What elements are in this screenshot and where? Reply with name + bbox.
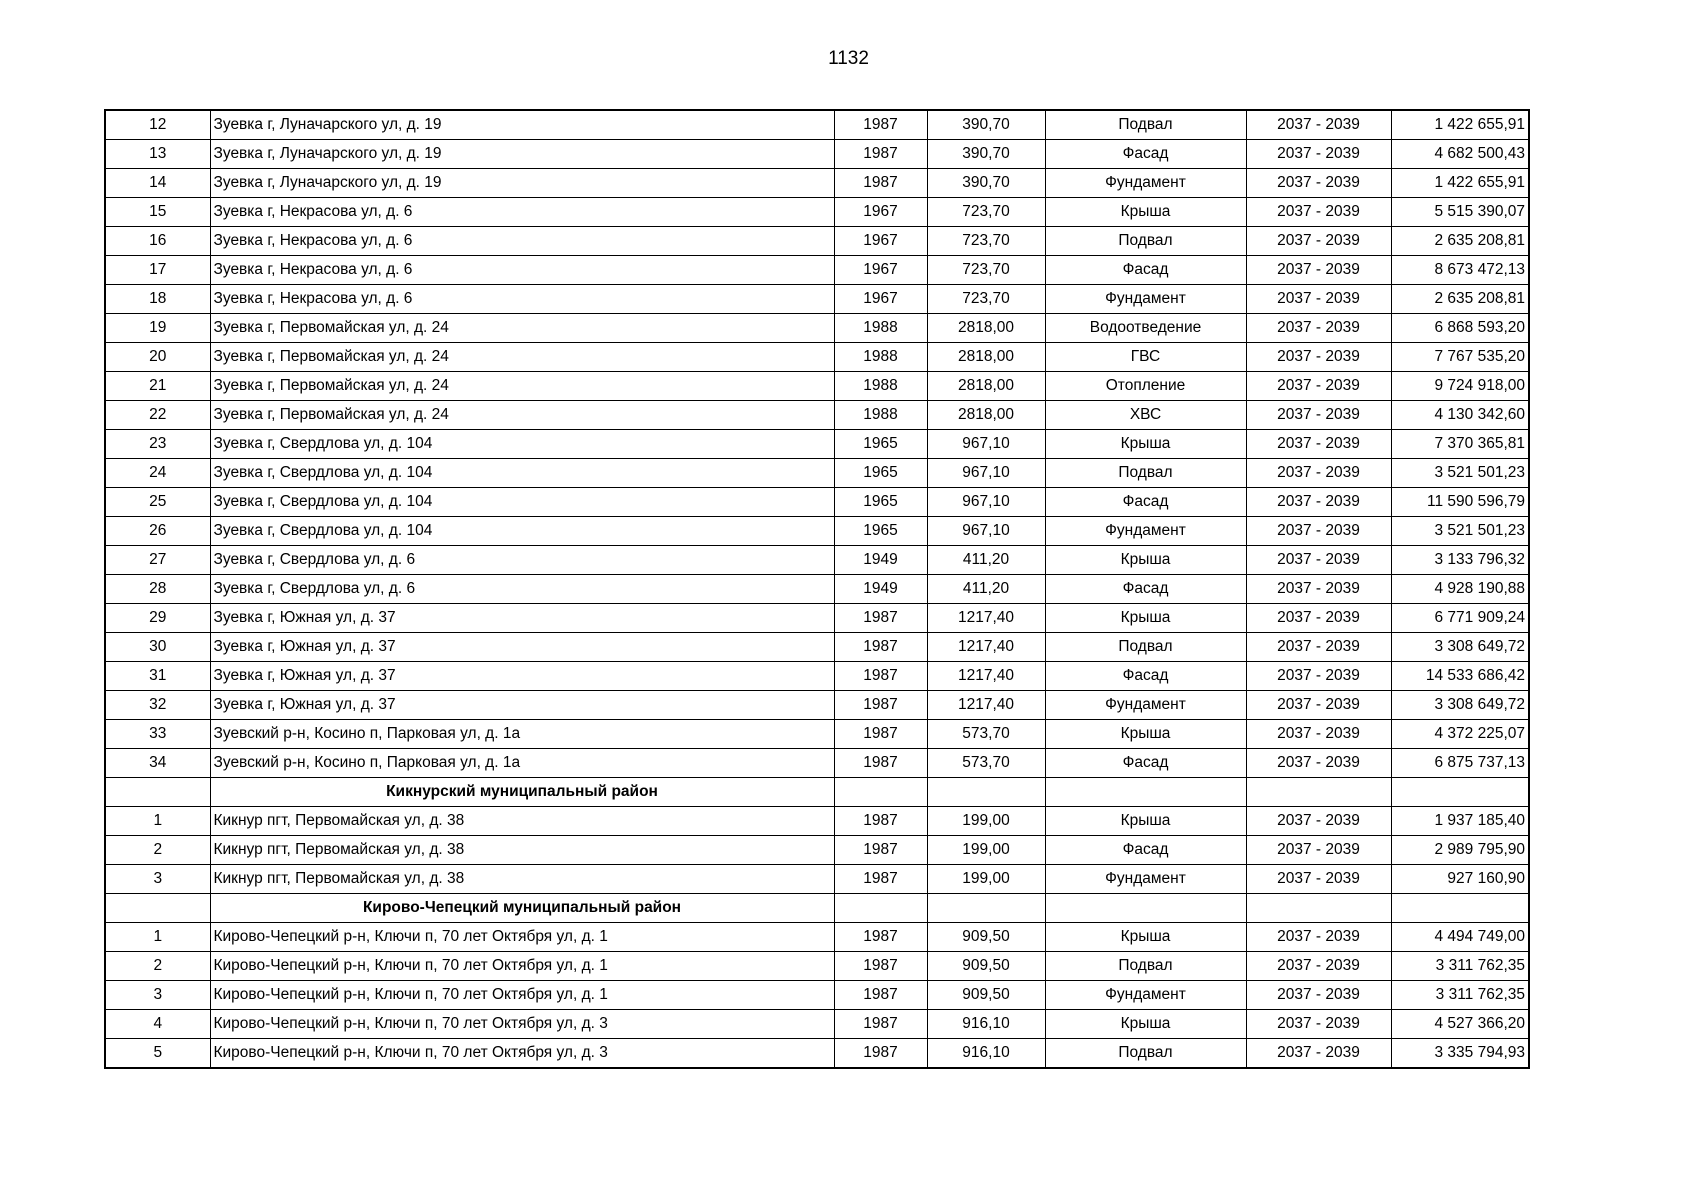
period-cell: 2037 - 2039 bbox=[1246, 836, 1391, 865]
year-cell: 1965 bbox=[834, 459, 927, 488]
table-row bbox=[105, 169, 1529, 198]
work-type-cell: Крыша bbox=[1045, 430, 1246, 459]
work-cell bbox=[1045, 894, 1246, 923]
period-cell: 2037 - 2039 bbox=[1246, 604, 1391, 633]
capital-repair-table bbox=[104, 109, 1530, 1069]
address-cell: Зуевка г, Южная ул, д. 37 bbox=[210, 662, 834, 691]
year-cell: 1987 bbox=[834, 1010, 927, 1039]
period-cell: 2037 - 2039 bbox=[1246, 517, 1391, 546]
cost-cell: 3 133 796,32 bbox=[1391, 546, 1529, 575]
period-cell: 2037 - 2039 bbox=[1246, 459, 1391, 488]
cost-cell: 1 422 655,91 bbox=[1391, 169, 1529, 198]
cost-cell: 1 937 185,40 bbox=[1391, 807, 1529, 836]
year-cell: 1988 bbox=[834, 372, 927, 401]
period-cell: 2037 - 2039 bbox=[1246, 749, 1391, 778]
period-cell: 2037 - 2039 bbox=[1246, 314, 1391, 343]
cost-cell: 3 311 762,35 bbox=[1391, 952, 1529, 981]
work-cell bbox=[1045, 778, 1246, 807]
row-number: 26 bbox=[105, 517, 210, 546]
period-cell: 2037 - 2039 bbox=[1246, 227, 1391, 256]
area-cell: 199,00 bbox=[927, 836, 1045, 865]
period-cell: 2037 - 2039 bbox=[1246, 981, 1391, 1010]
year-cell: 1967 bbox=[834, 227, 927, 256]
address-cell: Зуевка г, Свердлова ул, д. 104 bbox=[210, 517, 834, 546]
work-type-cell: Крыша bbox=[1045, 198, 1246, 227]
work-type-cell: Подвал bbox=[1045, 227, 1246, 256]
address-cell: Зуевка г, Некрасова ул, д. 6 bbox=[210, 256, 834, 285]
work-type-cell: Крыша bbox=[1045, 546, 1246, 575]
area-cell: 967,10 bbox=[927, 459, 1045, 488]
work-type-cell: Фундамент bbox=[1045, 981, 1246, 1010]
work-type-cell: Подвал bbox=[1045, 459, 1246, 488]
year-cell: 1967 bbox=[834, 256, 927, 285]
period-cell: 2037 - 2039 bbox=[1246, 285, 1391, 314]
row-number: 18 bbox=[105, 285, 210, 314]
year-cell: 1987 bbox=[834, 923, 927, 952]
row-number: 32 bbox=[105, 691, 210, 720]
cost-cell: 6 868 593,20 bbox=[1391, 314, 1529, 343]
address-cell: Зуевка г, Свердлова ул, д. 6 bbox=[210, 546, 834, 575]
period-cell: 2037 - 2039 bbox=[1246, 343, 1391, 372]
row-number: 24 bbox=[105, 459, 210, 488]
cost-cell: 7 370 365,81 bbox=[1391, 430, 1529, 459]
work-type-cell: Крыша bbox=[1045, 923, 1246, 952]
row-number: 3 bbox=[105, 865, 210, 894]
work-type-cell: Подвал bbox=[1045, 110, 1246, 140]
area-cell: 967,10 bbox=[927, 430, 1045, 459]
cost-cell: 6 771 909,24 bbox=[1391, 604, 1529, 633]
period-cell: 2037 - 2039 bbox=[1246, 807, 1391, 836]
table-row bbox=[105, 575, 1529, 604]
address-cell: Зуевка г, Некрасова ул, д. 6 bbox=[210, 198, 834, 227]
year-cell: 1967 bbox=[834, 198, 927, 227]
year-cell: 1988 bbox=[834, 343, 927, 372]
year-cell: 1987 bbox=[834, 981, 927, 1010]
period-cell: 2037 - 2039 bbox=[1246, 1039, 1391, 1069]
row-number: 20 bbox=[105, 343, 210, 372]
area-cell: 723,70 bbox=[927, 256, 1045, 285]
address-cell: Зуевка г, Свердлова ул, д. 6 bbox=[210, 575, 834, 604]
year-cell: 1965 bbox=[834, 488, 927, 517]
area-cell: 723,70 bbox=[927, 198, 1045, 227]
address-cell: Зуевка г, Луначарского ул, д. 19 bbox=[210, 110, 834, 140]
table-row bbox=[105, 285, 1529, 314]
period-cell: 2037 - 2039 bbox=[1246, 1010, 1391, 1039]
table-row bbox=[105, 517, 1529, 546]
row-number: 29 bbox=[105, 604, 210, 633]
row-number: 5 bbox=[105, 1039, 210, 1069]
address-cell: Кирово-Чепецкий р-н, Ключи п, 70 лет Октября ул, д. 1 bbox=[210, 981, 834, 1010]
year-cell: 1987 bbox=[834, 952, 927, 981]
address-cell: Кирово-Чепецкий р-н, Ключи п, 70 лет Октября ул, д. 1 bbox=[210, 923, 834, 952]
work-type-cell: Фундамент bbox=[1045, 169, 1246, 198]
address-cell: Кирово-Чепецкий р-н, Ключи п, 70 лет Октября ул, д. 3 bbox=[210, 1010, 834, 1039]
area-cell: 2818,00 bbox=[927, 372, 1045, 401]
year-cell: 1987 bbox=[834, 749, 927, 778]
period-cell: 2037 - 2039 bbox=[1246, 575, 1391, 604]
work-type-cell: Фасад bbox=[1045, 140, 1246, 169]
table-row bbox=[105, 836, 1529, 865]
period-cell: 2037 - 2039 bbox=[1246, 720, 1391, 749]
year-cell bbox=[834, 894, 927, 923]
address-cell: Зуевка г, Свердлова ул, д. 104 bbox=[210, 488, 834, 517]
table-row bbox=[105, 952, 1529, 981]
address-cell: Зуевка г, Первомайская ул, д. 24 bbox=[210, 401, 834, 430]
work-type-cell: Фасад bbox=[1045, 836, 1246, 865]
address-cell: Зуевка г, Первомайская ул, д. 24 bbox=[210, 314, 834, 343]
district-header-row bbox=[105, 894, 1529, 923]
address-cell: Кирово-Чепецкий р-н, Ключи п, 70 лет Октября ул, д. 1 bbox=[210, 952, 834, 981]
row-number: 12 bbox=[105, 110, 210, 140]
cost-cell: 14 533 686,42 bbox=[1391, 662, 1529, 691]
work-type-cell: Фасад bbox=[1045, 256, 1246, 285]
work-type-cell: Фундамент bbox=[1045, 691, 1246, 720]
row-number: 25 bbox=[105, 488, 210, 517]
address-cell: Кикнур пгт, Первомайская ул, д. 38 bbox=[210, 807, 834, 836]
area-cell: 1217,40 bbox=[927, 633, 1045, 662]
cost-cell: 4 372 225,07 bbox=[1391, 720, 1529, 749]
year-cell: 1965 bbox=[834, 430, 927, 459]
work-type-cell: Подвал bbox=[1045, 952, 1246, 981]
table-row bbox=[105, 604, 1529, 633]
address-cell: Зуевка г, Южная ул, д. 37 bbox=[210, 604, 834, 633]
work-type-cell: Фасад bbox=[1045, 575, 1246, 604]
address-cell: Зуевка г, Свердлова ул, д. 104 bbox=[210, 430, 834, 459]
row-number: 2 bbox=[105, 952, 210, 981]
table-row bbox=[105, 1010, 1529, 1039]
address-cell: Зуевка г, Южная ул, д. 37 bbox=[210, 633, 834, 662]
table-row bbox=[105, 865, 1529, 894]
area-cell: 2818,00 bbox=[927, 343, 1045, 372]
area-cell: 411,20 bbox=[927, 546, 1045, 575]
table-row bbox=[105, 140, 1529, 169]
table-row bbox=[105, 256, 1529, 285]
cost-cell: 4 130 342,60 bbox=[1391, 401, 1529, 430]
row-number: 14 bbox=[105, 169, 210, 198]
cost-cell: 3 521 501,23 bbox=[1391, 459, 1529, 488]
area-cell: 1217,40 bbox=[927, 604, 1045, 633]
row-number: 15 bbox=[105, 198, 210, 227]
cost-cell: 6 875 737,13 bbox=[1391, 749, 1529, 778]
cost-cell bbox=[1391, 894, 1529, 923]
area-cell: 2818,00 bbox=[927, 314, 1045, 343]
row-number: 1 bbox=[105, 923, 210, 952]
cost-cell: 1 422 655,91 bbox=[1391, 110, 1529, 140]
area-cell: 573,70 bbox=[927, 720, 1045, 749]
address-cell: Зуевка г, Некрасова ул, д. 6 bbox=[210, 285, 834, 314]
table-row bbox=[105, 430, 1529, 459]
row-number: 22 bbox=[105, 401, 210, 430]
year-cell: 1987 bbox=[834, 140, 927, 169]
address-cell: Зуевка г, Луначарского ул, д. 19 bbox=[210, 169, 834, 198]
area-cell: 916,10 bbox=[927, 1010, 1045, 1039]
area-cell: 967,10 bbox=[927, 517, 1045, 546]
period-cell: 2037 - 2039 bbox=[1246, 401, 1391, 430]
area-cell: 199,00 bbox=[927, 865, 1045, 894]
address-cell: Зуевка г, Свердлова ул, д. 104 bbox=[210, 459, 834, 488]
area-cell: 723,70 bbox=[927, 285, 1045, 314]
row-number: 21 bbox=[105, 372, 210, 401]
work-type-cell: Фасад bbox=[1045, 488, 1246, 517]
address-cell: Зуевка г, Луначарского ул, д. 19 bbox=[210, 140, 834, 169]
period-cell: 2037 - 2039 bbox=[1246, 662, 1391, 691]
area-cell: 909,50 bbox=[927, 952, 1045, 981]
table-row bbox=[105, 314, 1529, 343]
area-cell: 909,50 bbox=[927, 923, 1045, 952]
cost-cell: 4 527 366,20 bbox=[1391, 1010, 1529, 1039]
table-row bbox=[105, 227, 1529, 256]
period-cell: 2037 - 2039 bbox=[1246, 140, 1391, 169]
period-cell: 2037 - 2039 bbox=[1246, 488, 1391, 517]
table-body bbox=[105, 110, 1529, 1068]
table-row bbox=[105, 198, 1529, 227]
cost-cell: 3 335 794,93 bbox=[1391, 1039, 1529, 1069]
year-cell: 1987 bbox=[834, 110, 927, 140]
cost-cell: 3 521 501,23 bbox=[1391, 517, 1529, 546]
work-type-cell: Подвал bbox=[1045, 633, 1246, 662]
year-cell: 1949 bbox=[834, 546, 927, 575]
period-cell: 2037 - 2039 bbox=[1246, 546, 1391, 575]
work-type-cell: Крыша bbox=[1045, 720, 1246, 749]
row-number: 28 bbox=[105, 575, 210, 604]
table-row bbox=[105, 110, 1529, 140]
cost-cell: 2 635 208,81 bbox=[1391, 227, 1529, 256]
period-cell: 2037 - 2039 bbox=[1246, 256, 1391, 285]
table-row bbox=[105, 488, 1529, 517]
period-cell: 2037 - 2039 bbox=[1246, 633, 1391, 662]
cost-cell: 3 308 649,72 bbox=[1391, 691, 1529, 720]
work-type-cell: ХВС bbox=[1045, 401, 1246, 430]
work-type-cell: Крыша bbox=[1045, 807, 1246, 836]
area-cell bbox=[927, 778, 1045, 807]
cost-cell: 927 160,90 bbox=[1391, 865, 1529, 894]
address-cell: Зуевка г, Первомайская ул, д. 24 bbox=[210, 343, 834, 372]
period-cell: 2037 - 2039 bbox=[1246, 430, 1391, 459]
year-cell: 1987 bbox=[834, 865, 927, 894]
year-cell: 1967 bbox=[834, 285, 927, 314]
year-cell: 1987 bbox=[834, 633, 927, 662]
work-type-cell: Крыша bbox=[1045, 604, 1246, 633]
table-row bbox=[105, 923, 1529, 952]
row-number: 3 bbox=[105, 981, 210, 1010]
district-name: Кирово-Чепецкий муниципальный район bbox=[210, 894, 834, 923]
period-cell: 2037 - 2039 bbox=[1246, 169, 1391, 198]
work-type-cell: Фундамент bbox=[1045, 865, 1246, 894]
row-number: 13 bbox=[105, 140, 210, 169]
area-cell: 909,50 bbox=[927, 981, 1045, 1010]
period-cell: 2037 - 2039 bbox=[1246, 110, 1391, 140]
row-number: 33 bbox=[105, 720, 210, 749]
period-cell: 2037 - 2039 bbox=[1246, 198, 1391, 227]
address-cell: Зуевский р-н, Косино п, Парковая ул, д. 1а bbox=[210, 749, 834, 778]
num-cell bbox=[105, 778, 210, 807]
table-row bbox=[105, 546, 1529, 575]
year-cell: 1949 bbox=[834, 575, 927, 604]
row-number: 2 bbox=[105, 836, 210, 865]
district-name: Кикнурский муниципальный район bbox=[210, 778, 834, 807]
cost-cell bbox=[1391, 778, 1529, 807]
cost-cell: 3 311 762,35 bbox=[1391, 981, 1529, 1010]
year-cell: 1987 bbox=[834, 1039, 927, 1069]
area-cell: 916,10 bbox=[927, 1039, 1045, 1069]
table-row bbox=[105, 372, 1529, 401]
area-cell: 390,70 bbox=[927, 140, 1045, 169]
cost-cell: 7 767 535,20 bbox=[1391, 343, 1529, 372]
table-row bbox=[105, 981, 1529, 1010]
address-cell: Зуевка г, Некрасова ул, д. 6 bbox=[210, 227, 834, 256]
district-header-row bbox=[105, 778, 1529, 807]
area-cell: 390,70 bbox=[927, 169, 1045, 198]
row-number: 27 bbox=[105, 546, 210, 575]
row-number: 17 bbox=[105, 256, 210, 285]
cost-cell: 9 724 918,00 bbox=[1391, 372, 1529, 401]
area-cell: 723,70 bbox=[927, 227, 1045, 256]
table-row bbox=[105, 720, 1529, 749]
address-cell: Зуевский р-н, Косино п, Парковая ул, д. 1а bbox=[210, 720, 834, 749]
row-number: 30 bbox=[105, 633, 210, 662]
year-cell: 1987 bbox=[834, 169, 927, 198]
address-cell: Кикнур пгт, Первомайская ул, д. 38 bbox=[210, 865, 834, 894]
cost-cell: 2 635 208,81 bbox=[1391, 285, 1529, 314]
year-cell: 1987 bbox=[834, 604, 927, 633]
period-cell: 2037 - 2039 bbox=[1246, 952, 1391, 981]
period-cell bbox=[1246, 778, 1391, 807]
table-row bbox=[105, 662, 1529, 691]
area-cell: 573,70 bbox=[927, 749, 1045, 778]
year-cell: 1987 bbox=[834, 807, 927, 836]
work-type-cell: Крыша bbox=[1045, 1010, 1246, 1039]
work-type-cell: Отопление bbox=[1045, 372, 1246, 401]
table-row bbox=[105, 633, 1529, 662]
table-row bbox=[105, 401, 1529, 430]
table-row bbox=[105, 1039, 1529, 1069]
year-cell: 1988 bbox=[834, 401, 927, 430]
cost-cell: 3 308 649,72 bbox=[1391, 633, 1529, 662]
table-row bbox=[105, 343, 1529, 372]
area-cell: 967,10 bbox=[927, 488, 1045, 517]
row-number: 1 bbox=[105, 807, 210, 836]
table-row bbox=[105, 691, 1529, 720]
cost-cell: 4 494 749,00 bbox=[1391, 923, 1529, 952]
address-cell: Зуевка г, Первомайская ул, д. 24 bbox=[210, 372, 834, 401]
area-cell: 1217,40 bbox=[927, 662, 1045, 691]
row-number: 34 bbox=[105, 749, 210, 778]
work-type-cell: Подвал bbox=[1045, 1039, 1246, 1069]
work-type-cell: ГВС bbox=[1045, 343, 1246, 372]
period-cell: 2037 - 2039 bbox=[1246, 865, 1391, 894]
cost-cell: 4 928 190,88 bbox=[1391, 575, 1529, 604]
table-row bbox=[105, 459, 1529, 488]
num-cell bbox=[105, 894, 210, 923]
address-cell: Зуевка г, Южная ул, д. 37 bbox=[210, 691, 834, 720]
area-cell: 1217,40 bbox=[927, 691, 1045, 720]
area-cell: 411,20 bbox=[927, 575, 1045, 604]
row-number: 31 bbox=[105, 662, 210, 691]
work-type-cell: Фасад bbox=[1045, 662, 1246, 691]
cost-cell: 11 590 596,79 bbox=[1391, 488, 1529, 517]
year-cell: 1987 bbox=[834, 662, 927, 691]
cost-cell: 8 673 472,13 bbox=[1391, 256, 1529, 285]
year-cell: 1987 bbox=[834, 720, 927, 749]
year-cell: 1988 bbox=[834, 314, 927, 343]
work-type-cell: Фасад bbox=[1045, 749, 1246, 778]
year-cell: 1965 bbox=[834, 517, 927, 546]
period-cell: 2037 - 2039 bbox=[1246, 923, 1391, 952]
address-cell: Кикнур пгт, Первомайская ул, д. 38 bbox=[210, 836, 834, 865]
work-type-cell: Фундамент bbox=[1045, 517, 1246, 546]
cost-cell: 5 515 390,07 bbox=[1391, 198, 1529, 227]
work-type-cell: Водоотведение bbox=[1045, 314, 1246, 343]
address-cell: Кирово-Чепецкий р-н, Ключи п, 70 лет Октября ул, д. 3 bbox=[210, 1039, 834, 1069]
table-row bbox=[105, 749, 1529, 778]
row-number: 4 bbox=[105, 1010, 210, 1039]
table-row bbox=[105, 807, 1529, 836]
row-number: 19 bbox=[105, 314, 210, 343]
cost-cell: 2 989 795,90 bbox=[1391, 836, 1529, 865]
work-type-cell: Фундамент bbox=[1045, 285, 1246, 314]
period-cell bbox=[1246, 894, 1391, 923]
area-cell: 2818,00 bbox=[927, 401, 1045, 430]
page-number: 1132 bbox=[828, 48, 869, 69]
area-cell: 199,00 bbox=[927, 807, 1045, 836]
cost-cell: 4 682 500,43 bbox=[1391, 140, 1529, 169]
area-cell: 390,70 bbox=[927, 110, 1045, 140]
period-cell: 2037 - 2039 bbox=[1246, 691, 1391, 720]
period-cell: 2037 - 2039 bbox=[1246, 372, 1391, 401]
year-cell: 1987 bbox=[834, 836, 927, 865]
row-number: 16 bbox=[105, 227, 210, 256]
year-cell bbox=[834, 778, 927, 807]
row-number: 23 bbox=[105, 430, 210, 459]
year-cell: 1987 bbox=[834, 691, 927, 720]
area-cell bbox=[927, 894, 1045, 923]
